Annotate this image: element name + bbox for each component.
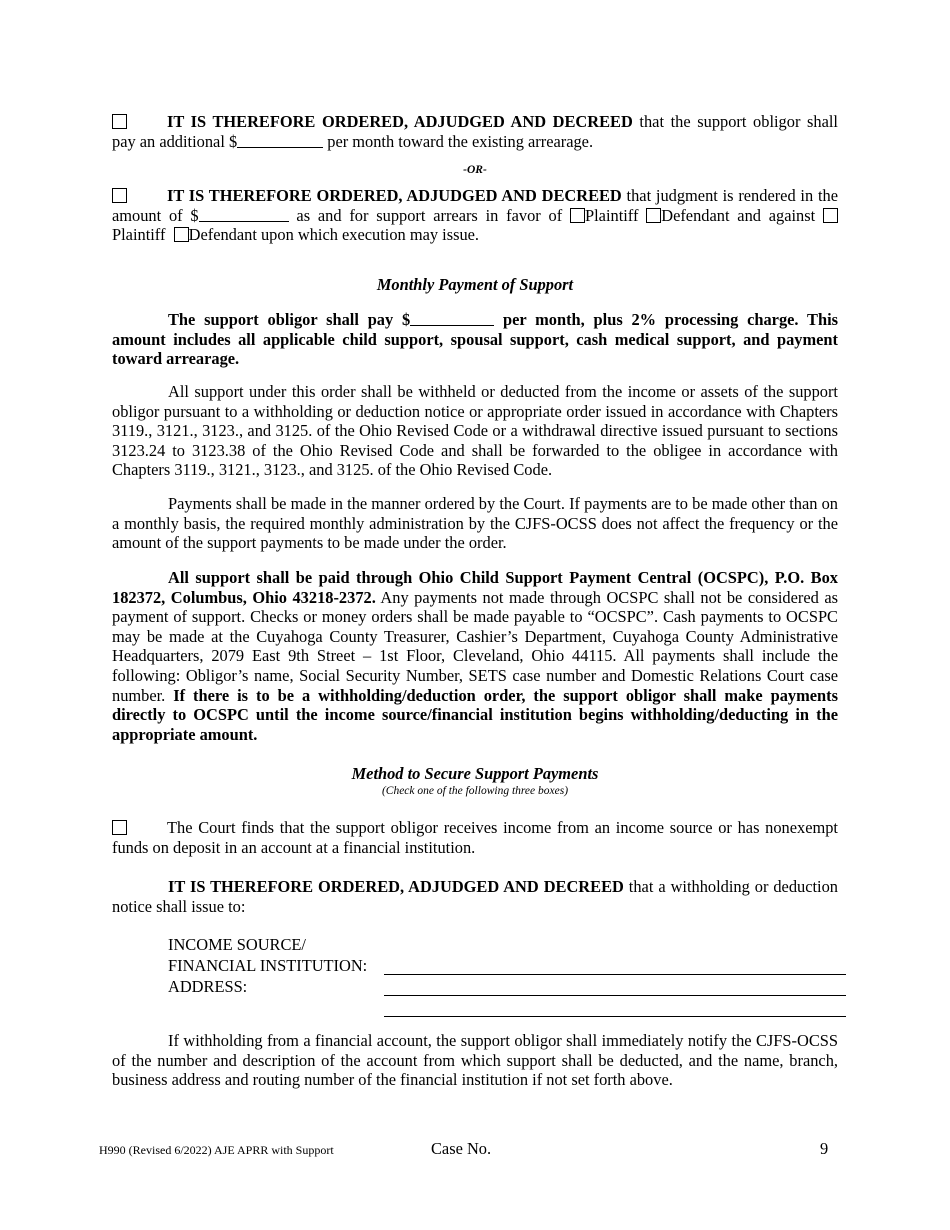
judgment-order: IT IS THEREFORE ORDERED, ADJUDGED AND DECREED that judgment is rendered in the amount of $ as and for support arrears in favor of Plaintiff Defendant and against Plaintiff Defendant upon which execution may issue. <box>112 186 838 245</box>
or-separator: -OR- <box>463 164 487 176</box>
payment-manner-paragraph: Payments shall be made in the manner ordered by the Court. If payments are to be made other than on a monthly basis, the required monthly administration by the CJFS-OCSS does not affect the frequency or the amount of the support payments to be made under the order. <box>112 494 838 553</box>
method-subheading: (Check one of the following three boxes) <box>381 785 569 797</box>
monthly-amount-blank[interactable] <box>410 311 494 326</box>
in-favor-defendant-checkbox[interactable] <box>646 208 661 223</box>
order-heading: IT IS THEREFORE ORDERED, ADJUDGED AND DECREED <box>167 112 633 131</box>
judgment-amount-blank[interactable] <box>199 207 289 222</box>
additional-arrearage-checkbox[interactable] <box>112 114 127 129</box>
judgment-checkbox[interactable] <box>112 188 127 203</box>
additional-amount-blank[interactable] <box>237 133 323 148</box>
order-heading: IT IS THEREFORE ORDERED, ADJUDGED AND DECREED <box>167 186 622 205</box>
additional-arrearage-order: IT IS THEREFORE ORDERED, ADJUDGED AND DECREED that the support obligor shall pay an additional $ per month toward the existing arrearage. <box>112 112 838 151</box>
income-source-finding: The Court finds that the support obligor receives income from an income source or has nonexempt funds on deposit in an account at a financial institution. <box>112 818 838 857</box>
address-label: ADDRESS: <box>168 977 248 996</box>
against-defendant-checkbox[interactable] <box>174 227 189 242</box>
financial-institution-field[interactable] <box>384 974 846 975</box>
against-plaintiff-checkbox[interactable] <box>823 208 838 223</box>
monthly-payment-heading: Monthly Payment of Support <box>376 275 574 294</box>
withholding-notice-order: IT IS THEREFORE ORDERED, ADJUDGED AND DECREED that a withholding or deduction notice shall issue to: <box>112 877 838 916</box>
in-favor-plaintiff-checkbox[interactable] <box>570 208 585 223</box>
ocspc-paragraph: All support shall be paid through Ohio Child Support Payment Central (OCSPC), P.O. Box 182372, Columbus, Ohio 43218-2372. Any payments not made through OCSPC shall not be considered as payment of support. Checks or money orders shall be made payable to “OCSPC”. Cash payments to OCSPC may be made at the Cuyahoga County Treasurer, Cashier’s Department, Cuyahoga County Administrative Headquarters, 2079 East 9th Street – 1st Floor, Cleveland, Ohio 44115. All payments shall include the following: Obligor’s name, Social Security Number, SETS case number and Domestic Relations Court case number. If there is to be a withholding/deduction order, the support obligor shall make payments directly to OCSPC until the income source/financial institution begins withholding/deducting in the appropriate amount. <box>112 568 838 744</box>
method-heading: Method to Secure Support Payments <box>351 764 599 783</box>
income-source-label: INCOME SOURCE/ <box>168 935 306 954</box>
monthly-payment-amount: The support obligor shall pay $ per month, plus 2% processing charge. This amount includes all applicable child support, spousal support, cash medical support, and payment toward arrearage. <box>112 310 838 369</box>
withholding-paragraph: All support under this order shall be withheld or deducted from the income or assets of the support obligor pursuant to a withholding or deduction notice or appropriate order issued in accordance with Chapters 3119., 3121., 3123., and 3125. of the Ohio Revised Code or a withdrawal directive issued pursuant to sections 3123.24 to 3123.38 of the Ohio Revised Code and shall be forwarded to the obligee in accordance with Chapters 3119., 3121., 3123., and 3125. of the Ohio Revised Code. <box>112 382 838 480</box>
income-source-checkbox[interactable] <box>112 820 127 835</box>
financial-institution-label: FINANCIAL INSTITUTION: <box>168 956 368 975</box>
form-identifier: H990 (Revised 6/2022) AJE APRR with Support <box>99 1143 334 1157</box>
page-number: 9 <box>820 1139 829 1158</box>
account-notification-paragraph: If withholding from a financial account, the support obligor shall immediately notify the CJFS-OCSS of the number and description of the account from which support shall be deducted, and the name, branch, business address and routing number of the financial institution if not set forth above. <box>112 1031 838 1090</box>
address-field-line-1[interactable] <box>384 995 846 996</box>
case-number-label: Case No. <box>431 1139 492 1158</box>
address-field-line-2[interactable] <box>384 1016 846 1017</box>
